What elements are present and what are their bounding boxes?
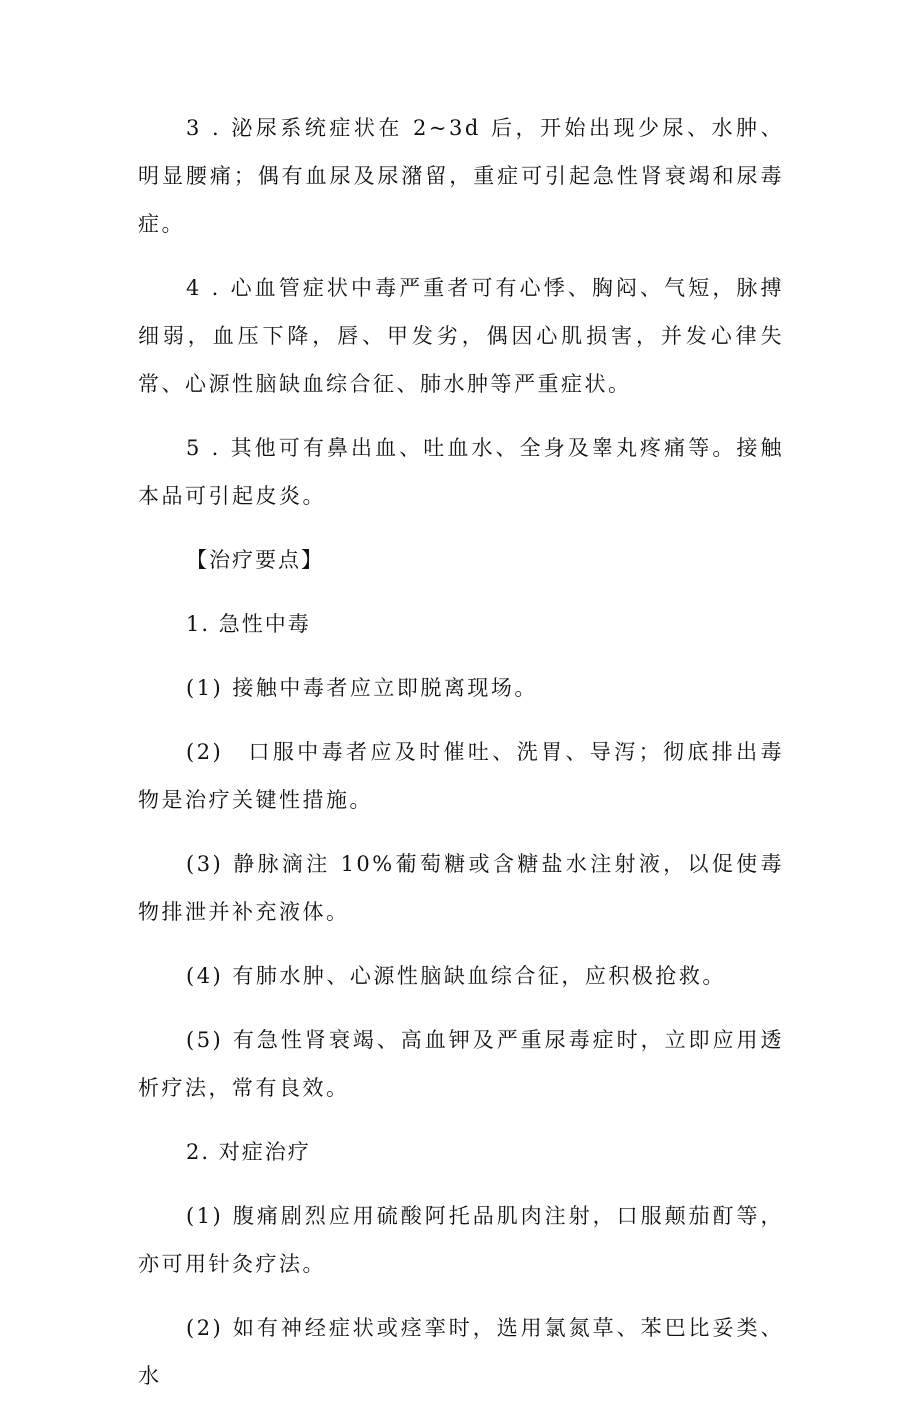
symptomatic-item-1: (1) 腹痛剧烈应用硫酸阿托品肌肉注射，口服颠茄酊等，亦可用针灸疗法。 (138, 1204, 784, 1276)
subheading-acute-poisoning: 1. 急性中毒 (186, 612, 311, 636)
treatment-item-4: (4) 有肺水肿、心源性脑缺血综合征，应积极抢救。 (186, 964, 726, 988)
paragraph-other-symptoms: 5 . 其他可有鼻出血、吐血水、全身及睾丸疼痛等。接触本品可引起皮炎。 (138, 436, 784, 508)
subheading-symptomatic-treatment: 2. 对症治疗 (186, 1140, 311, 1164)
document-body (138, 104, 784, 1416)
treatment-item-3: (3) 静脉滴注 10%葡萄糖或含糖盐水注射液，以促使毒物排泄并补充液体。 (138, 852, 784, 924)
section-heading-treatment: 【治疗要点】 (186, 548, 324, 572)
treatment-item-2: (2) 口服中毒者应及时催吐、洗胃、导泻；彻底排出毒物是治疗关键性措施。 (138, 740, 784, 812)
treatment-item-1: (1) 接触中毒者应立即脱离现场。 (186, 676, 538, 700)
paragraph-cardiovascular-symptoms: 4 . 心血管症状中毒严重者可有心悸、胸闷、气短，脉搏细弱，血压下降，唇、甲发劣，偶因心肌损害，并发心律失常、心源性脑缺血综合征、肺水肿等严重症状。 (138, 276, 784, 396)
symptomatic-item-2: (2) 如有神经症状或痉挛时，选用氯氮草、苯巴比妥类、水 (138, 1316, 784, 1388)
treatment-item-5: (5) 有急性肾衰竭、高血钾及严重尿毒症时，立即应用透析疗法，常有良效。 (138, 1028, 784, 1100)
paragraph-urinary-symptoms: 3 . 泌尿系统症状在 2~3d 后，开始出现少尿、水肿、明显腰痛；偶有血尿及尿潴留，重症可引起急性肾衰竭和尿毒症。 (138, 116, 784, 236)
